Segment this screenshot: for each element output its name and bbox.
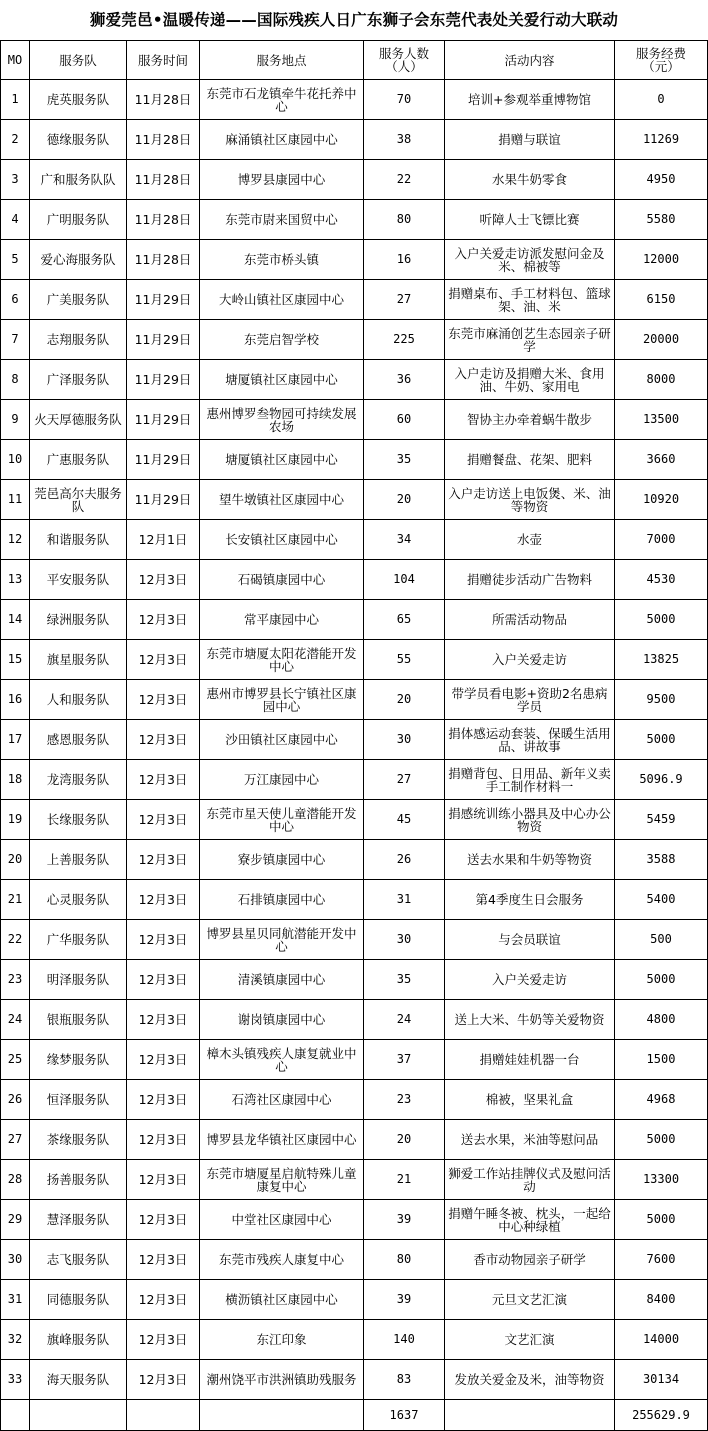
cell-no: 21	[1, 880, 30, 920]
cell-no: 27	[1, 1120, 30, 1160]
cell-time: 12月3日	[127, 720, 200, 760]
cell-team: 龙湾服务队	[30, 760, 127, 800]
cell-place: 长安镇社区康园中心	[200, 520, 364, 560]
cell-place: 横沥镇社区康园中心	[200, 1280, 364, 1320]
cell-content: 狮爱工作站挂牌仪式及慰问活动	[445, 1160, 615, 1200]
cell-no: 22	[1, 920, 30, 960]
cell-people: 20	[364, 680, 445, 720]
cell-no: 19	[1, 800, 30, 840]
cell-time: 12月3日	[127, 1240, 200, 1280]
header-place: 服务地点	[200, 41, 364, 80]
cell-team: 茶缘服务队	[30, 1120, 127, 1160]
cell-people: 38	[364, 120, 445, 160]
cell-place: 石碣镇康园中心	[200, 560, 364, 600]
cell-fee: 3660	[615, 440, 708, 480]
cell-people: 27	[364, 280, 445, 320]
cell-people: 80	[364, 1240, 445, 1280]
cell-team: 和谐服务队	[30, 520, 127, 560]
cell-fee: 3588	[615, 840, 708, 880]
cell-people: 21	[364, 1160, 445, 1200]
cell-no: 28	[1, 1160, 30, 1200]
cell-fee: 5000	[615, 1200, 708, 1240]
cell-team: 同德服务队	[30, 1280, 127, 1320]
cell-team: 广惠服务队	[30, 440, 127, 480]
cell-place: 大岭山镇社区康园中心	[200, 280, 364, 320]
table-row	[1, 480, 708, 520]
totals-empty-no	[1, 1400, 30, 1431]
cell-people: 16	[364, 240, 445, 280]
table-row	[1, 560, 708, 600]
cell-people: 20	[364, 1120, 445, 1160]
header-time: 服务时间	[127, 41, 200, 80]
header-fee	[615, 41, 708, 80]
cell-content: 听障人士飞镖比赛	[445, 200, 615, 240]
cell-content: 送上大米、牛奶等关爱物资	[445, 1000, 615, 1040]
cell-team: 绿洲服务队	[30, 600, 127, 640]
cell-no: 23	[1, 960, 30, 1000]
cell-place: 沙田镇社区康园中心	[200, 720, 364, 760]
cell-no: 12	[1, 520, 30, 560]
cell-team: 德缘服务队	[30, 120, 127, 160]
header-fee-line1: 服务经费	[635, 46, 686, 61]
cell-people: 35	[364, 440, 445, 480]
cell-team: 明泽服务队	[30, 960, 127, 1000]
cell-place: 博罗县康园中心	[200, 160, 364, 200]
cell-fee: 0	[615, 80, 708, 120]
cell-content: 东莞市麻涌创艺生态园亲子研学	[445, 320, 615, 360]
cell-people: 80	[364, 200, 445, 240]
cell-place: 石排镇康园中心	[200, 880, 364, 920]
cell-content: 捐赠背包、日用品、新年义卖手工制作材料一	[445, 760, 615, 800]
cell-no: 20	[1, 840, 30, 880]
cell-place: 万江康园中心	[200, 760, 364, 800]
cell-fee: 20000	[615, 320, 708, 360]
cell-time: 12月1日	[127, 520, 200, 560]
cell-people: 31	[364, 880, 445, 920]
cell-place: 望牛墩镇社区康园中心	[200, 480, 364, 520]
cell-no: 6	[1, 280, 30, 320]
cell-place: 东莞启智学校	[200, 320, 364, 360]
cell-people: 22	[364, 160, 445, 200]
cell-people: 55	[364, 640, 445, 680]
cell-time: 11月29日	[127, 320, 200, 360]
cell-place: 清溪镇康园中心	[200, 960, 364, 1000]
cell-people: 70	[364, 80, 445, 120]
cell-people: 37	[364, 1040, 445, 1080]
cell-team: 广泽服务队	[30, 360, 127, 400]
cell-time: 12月3日	[127, 1360, 200, 1400]
cell-content: 入户走访送上电饭煲、米、油等物资	[445, 480, 615, 520]
cell-fee: 5400	[615, 880, 708, 920]
table-row	[1, 960, 708, 1000]
cell-time: 11月29日	[127, 360, 200, 400]
table-row	[1, 1080, 708, 1120]
cell-team: 缘梦服务队	[30, 1040, 127, 1080]
cell-place: 石湾社区康园中心	[200, 1080, 364, 1120]
cell-no: 10	[1, 440, 30, 480]
cell-place: 麻涌镇社区康园中心	[200, 120, 364, 160]
cell-no: 18	[1, 760, 30, 800]
cell-team: 广和服务队队	[30, 160, 127, 200]
cell-content: 捐赠午睡冬被、枕头，一起给中心种绿植	[445, 1200, 615, 1240]
cell-fee: 7000	[615, 520, 708, 560]
cell-people: 39	[364, 1280, 445, 1320]
cell-time: 11月28日	[127, 200, 200, 240]
cell-time: 12月3日	[127, 680, 200, 720]
cell-time: 12月3日	[127, 1320, 200, 1360]
header-team: 服务队	[30, 41, 127, 80]
header-people-line1: 服务人数	[378, 46, 429, 61]
table-row	[1, 400, 708, 440]
cell-team: 长缘服务队	[30, 800, 127, 840]
cell-fee: 12000	[615, 240, 708, 280]
cell-place: 塘厦镇社区康园中心	[200, 440, 364, 480]
cell-content: 送去水果，米油等慰问品	[445, 1120, 615, 1160]
cell-place: 潮州饶平市洪洲镇助残服务	[200, 1360, 364, 1400]
table-row	[1, 320, 708, 360]
cell-place: 博罗县龙华镇社区康园中心	[200, 1120, 364, 1160]
table-row	[1, 1360, 708, 1400]
cell-no: 30	[1, 1240, 30, 1280]
page-title: 狮爱莞邑•温暖传递——国际残疾人日广东狮子会东莞代表处关爱行动大联动	[89, 11, 619, 29]
cell-place: 东莞市桥头镇	[200, 240, 364, 280]
cell-fee: 4950	[615, 160, 708, 200]
cell-content: 捐赠娃娃机器一台	[445, 1040, 615, 1080]
cell-no: 31	[1, 1280, 30, 1320]
cell-time: 12月3日	[127, 560, 200, 600]
table-row	[1, 680, 708, 720]
header-people	[364, 41, 445, 80]
table-row	[1, 360, 708, 400]
cell-team: 广明服务队	[30, 200, 127, 240]
cell-fee: 1500	[615, 1040, 708, 1080]
cell-team: 广美服务队	[30, 280, 127, 320]
cell-place: 塘厦镇社区康园中心	[200, 360, 364, 400]
cell-no: 7	[1, 320, 30, 360]
cell-fee: 13300	[615, 1160, 708, 1200]
cell-content: 所需活动物品	[445, 600, 615, 640]
cell-content: 捐赠桌布、手工材料包、篮球架、油、米	[445, 280, 615, 320]
cell-place: 东江印象	[200, 1320, 364, 1360]
cell-fee: 30134	[615, 1360, 708, 1400]
table-row	[1, 1240, 708, 1280]
cell-fee: 10920	[615, 480, 708, 520]
cell-time: 12月3日	[127, 1040, 200, 1080]
cell-people: 23	[364, 1080, 445, 1120]
cell-content: 捐赠餐盘、花架、肥料	[445, 440, 615, 480]
table-row	[1, 800, 708, 840]
cell-team: 人和服务队	[30, 680, 127, 720]
cell-team: 慧泽服务队	[30, 1200, 127, 1240]
cell-content: 捐感统训练小器具及中心办公物资	[445, 800, 615, 840]
table-row	[1, 760, 708, 800]
cell-time: 11月29日	[127, 440, 200, 480]
header-content: 活动内容	[445, 41, 615, 80]
cell-people: 30	[364, 920, 445, 960]
cell-content: 捐赠徒步活动广告物料	[445, 560, 615, 600]
table-row	[1, 1200, 708, 1240]
cell-place: 寮步镇康园中心	[200, 840, 364, 880]
cell-people: 65	[364, 600, 445, 640]
cell-content: 入户关爱走访	[445, 960, 615, 1000]
cell-team: 志翔服务队	[30, 320, 127, 360]
cell-team: 火天厚德服务队	[30, 400, 127, 440]
cell-content: 水果牛奶零食	[445, 160, 615, 200]
cell-people: 60	[364, 400, 445, 440]
cell-no: 3	[1, 160, 30, 200]
cell-content: 入户关爱走访	[445, 640, 615, 680]
table-row	[1, 920, 708, 960]
cell-place: 中堂社区康园中心	[200, 1200, 364, 1240]
cell-no: 9	[1, 400, 30, 440]
cell-time: 12月3日	[127, 640, 200, 680]
cell-content: 第4季度生日会服务	[445, 880, 615, 920]
cell-time: 12月3日	[127, 1000, 200, 1040]
totals-empty-content	[445, 1400, 615, 1431]
cell-team: 扬善服务队	[30, 1160, 127, 1200]
table-row	[1, 1320, 708, 1360]
cell-people: 36	[364, 360, 445, 400]
cell-content: 捐赠与联谊	[445, 120, 615, 160]
cell-no: 13	[1, 560, 30, 600]
cell-team: 感恩服务队	[30, 720, 127, 760]
cell-people: 34	[364, 520, 445, 560]
total-people: 1637	[364, 1400, 445, 1431]
totals-row	[1, 1400, 708, 1431]
cell-content: 送去水果和牛奶等物资	[445, 840, 615, 880]
cell-fee: 5000	[615, 720, 708, 760]
cell-no: 17	[1, 720, 30, 760]
table-row	[1, 600, 708, 640]
cell-no: 11	[1, 480, 30, 520]
cell-time: 11月28日	[127, 80, 200, 120]
table-row	[1, 280, 708, 320]
cell-team: 爱心海服务队	[30, 240, 127, 280]
cell-place: 东莞市塘厦太阳花潜能开发中心	[200, 640, 364, 680]
cell-no: 26	[1, 1080, 30, 1120]
cell-time: 11月28日	[127, 240, 200, 280]
cell-content: 与会员联谊	[445, 920, 615, 960]
cell-people: 225	[364, 320, 445, 360]
cell-content: 元旦文艺汇演	[445, 1280, 615, 1320]
cell-fee: 13500	[615, 400, 708, 440]
cell-time: 12月3日	[127, 1080, 200, 1120]
cell-people: 83	[364, 1360, 445, 1400]
cell-content: 智协主办牵着蜗牛散步	[445, 400, 615, 440]
cell-fee: 4800	[615, 1000, 708, 1040]
cell-place: 谢岗镇康园中心	[200, 1000, 364, 1040]
cell-place: 东莞市石龙镇牵牛花托养中心	[200, 80, 364, 120]
cell-team: 志飞服务队	[30, 1240, 127, 1280]
table-row	[1, 1120, 708, 1160]
cell-fee: 500	[615, 920, 708, 960]
cell-fee: 11269	[615, 120, 708, 160]
cell-time: 12月3日	[127, 1200, 200, 1240]
cell-no: 32	[1, 1320, 30, 1360]
table-row	[1, 200, 708, 240]
cell-no: 15	[1, 640, 30, 680]
cell-content: 文艺汇演	[445, 1320, 615, 1360]
cell-time: 12月3日	[127, 1160, 200, 1200]
cell-place: 惠州市博罗县长宁镇社区康园中心	[200, 680, 364, 720]
table-row	[1, 840, 708, 880]
cell-content: 入户走访及捐赠大米、食用油、牛奶、家用电	[445, 360, 615, 400]
cell-fee: 5000	[615, 1120, 708, 1160]
cell-fee: 5096.9	[615, 760, 708, 800]
cell-people: 26	[364, 840, 445, 880]
table-row	[1, 1040, 708, 1080]
cell-no: 24	[1, 1000, 30, 1040]
table-row	[1, 640, 708, 680]
cell-no: 14	[1, 600, 30, 640]
cell-no: 29	[1, 1200, 30, 1240]
header-no: MO	[1, 41, 30, 80]
cell-no: 33	[1, 1360, 30, 1400]
cell-fee: 8000	[615, 360, 708, 400]
cell-time: 11月29日	[127, 280, 200, 320]
cell-time: 12月3日	[127, 1280, 200, 1320]
cell-people: 24	[364, 1000, 445, 1040]
totals-empty-time	[127, 1400, 200, 1431]
cell-time: 12月3日	[127, 880, 200, 920]
table-row	[1, 160, 708, 200]
cell-fee: 6150	[615, 280, 708, 320]
totals-empty-team	[30, 1400, 127, 1431]
cell-team: 海天服务队	[30, 1360, 127, 1400]
cell-people: 104	[364, 560, 445, 600]
cell-fee: 4968	[615, 1080, 708, 1120]
cell-time: 11月28日	[127, 160, 200, 200]
cell-place: 惠州博罗叁物园可持续发展农场	[200, 400, 364, 440]
table-row	[1, 720, 708, 760]
header-fee-line2: （元）	[642, 59, 680, 74]
cell-no: 2	[1, 120, 30, 160]
cell-fee: 13825	[615, 640, 708, 680]
cell-time: 11月29日	[127, 400, 200, 440]
cell-place: 樟木头镇残疾人康复就业中心	[200, 1040, 364, 1080]
cell-no: 8	[1, 360, 30, 400]
cell-content: 水壶	[445, 520, 615, 560]
cell-fee: 4530	[615, 560, 708, 600]
activity-table	[0, 40, 708, 1431]
cell-content: 培训+参观举重博物馆	[445, 80, 615, 120]
cell-place: 东莞市星天使儿童潜能开发中心	[200, 800, 364, 840]
cell-fee: 9500	[615, 680, 708, 720]
cell-time: 12月3日	[127, 960, 200, 1000]
cell-team: 广华服务队	[30, 920, 127, 960]
table-row	[1, 1280, 708, 1320]
cell-team: 上善服务队	[30, 840, 127, 880]
cell-content: 发放关爱金及米，油等物资	[445, 1360, 615, 1400]
totals-empty-place	[200, 1400, 364, 1431]
table-row	[1, 880, 708, 920]
cell-fee: 5580	[615, 200, 708, 240]
cell-team: 莞邑高尔夫服务队	[30, 480, 127, 520]
cell-team: 心灵服务队	[30, 880, 127, 920]
cell-fee: 5000	[615, 960, 708, 1000]
cell-people: 20	[364, 480, 445, 520]
cell-no: 25	[1, 1040, 30, 1080]
header-row	[1, 41, 708, 80]
cell-place: 常平康园中心	[200, 600, 364, 640]
table-row	[1, 1000, 708, 1040]
table-row	[1, 80, 708, 120]
cell-no: 16	[1, 680, 30, 720]
cell-fee: 5000	[615, 600, 708, 640]
cell-content: 入户关爱走访派发慰问金及米、棉被等	[445, 240, 615, 280]
header-people-line2: （人）	[385, 59, 423, 74]
cell-time: 12月3日	[127, 800, 200, 840]
table-row	[1, 240, 708, 280]
cell-team: 平安服务队	[30, 560, 127, 600]
cell-place: 东莞市塘厦星启航特殊儿童康复中心	[200, 1160, 364, 1200]
cell-place: 东莞市尉来国贸中心	[200, 200, 364, 240]
cell-time: 12月3日	[127, 760, 200, 800]
cell-people: 27	[364, 760, 445, 800]
table-row	[1, 1160, 708, 1200]
cell-no: 1	[1, 80, 30, 120]
cell-content: 捐体感运动套装、保暖生活用品、讲故事	[445, 720, 615, 760]
cell-people: 45	[364, 800, 445, 840]
cell-place: 博罗县星贝同航潜能开发中心	[200, 920, 364, 960]
cell-team: 虎英服务队	[30, 80, 127, 120]
cell-people: 39	[364, 1200, 445, 1240]
cell-people: 140	[364, 1320, 445, 1360]
cell-fee: 7600	[615, 1240, 708, 1280]
cell-no: 5	[1, 240, 30, 280]
cell-time: 11月28日	[127, 120, 200, 160]
cell-people: 35	[364, 960, 445, 1000]
cell-people: 30	[364, 720, 445, 760]
cell-place: 东莞市残疾人康复中心	[200, 1240, 364, 1280]
table-row	[1, 120, 708, 160]
total-fee: 255629.9	[615, 1400, 708, 1431]
cell-fee: 8400	[615, 1280, 708, 1320]
cell-team: 银瓶服务队	[30, 1000, 127, 1040]
table-row	[1, 520, 708, 560]
cell-team: 恒泽服务队	[30, 1080, 127, 1120]
cell-content: 带学员看电影+资助2名患病学员	[445, 680, 615, 720]
cell-time: 12月3日	[127, 1120, 200, 1160]
cell-content: 棉被，坚果礼盒	[445, 1080, 615, 1120]
cell-time: 12月3日	[127, 600, 200, 640]
cell-team: 旗峰服务队	[30, 1320, 127, 1360]
cell-fee: 14000	[615, 1320, 708, 1360]
table-row	[1, 440, 708, 480]
cell-fee: 5459	[615, 800, 708, 840]
cell-team: 旗星服务队	[30, 640, 127, 680]
cell-time: 12月3日	[127, 920, 200, 960]
cell-content: 香市动物园亲子研学	[445, 1240, 615, 1280]
cell-time: 12月3日	[127, 840, 200, 880]
cell-time: 11月29日	[127, 480, 200, 520]
cell-no: 4	[1, 200, 30, 240]
